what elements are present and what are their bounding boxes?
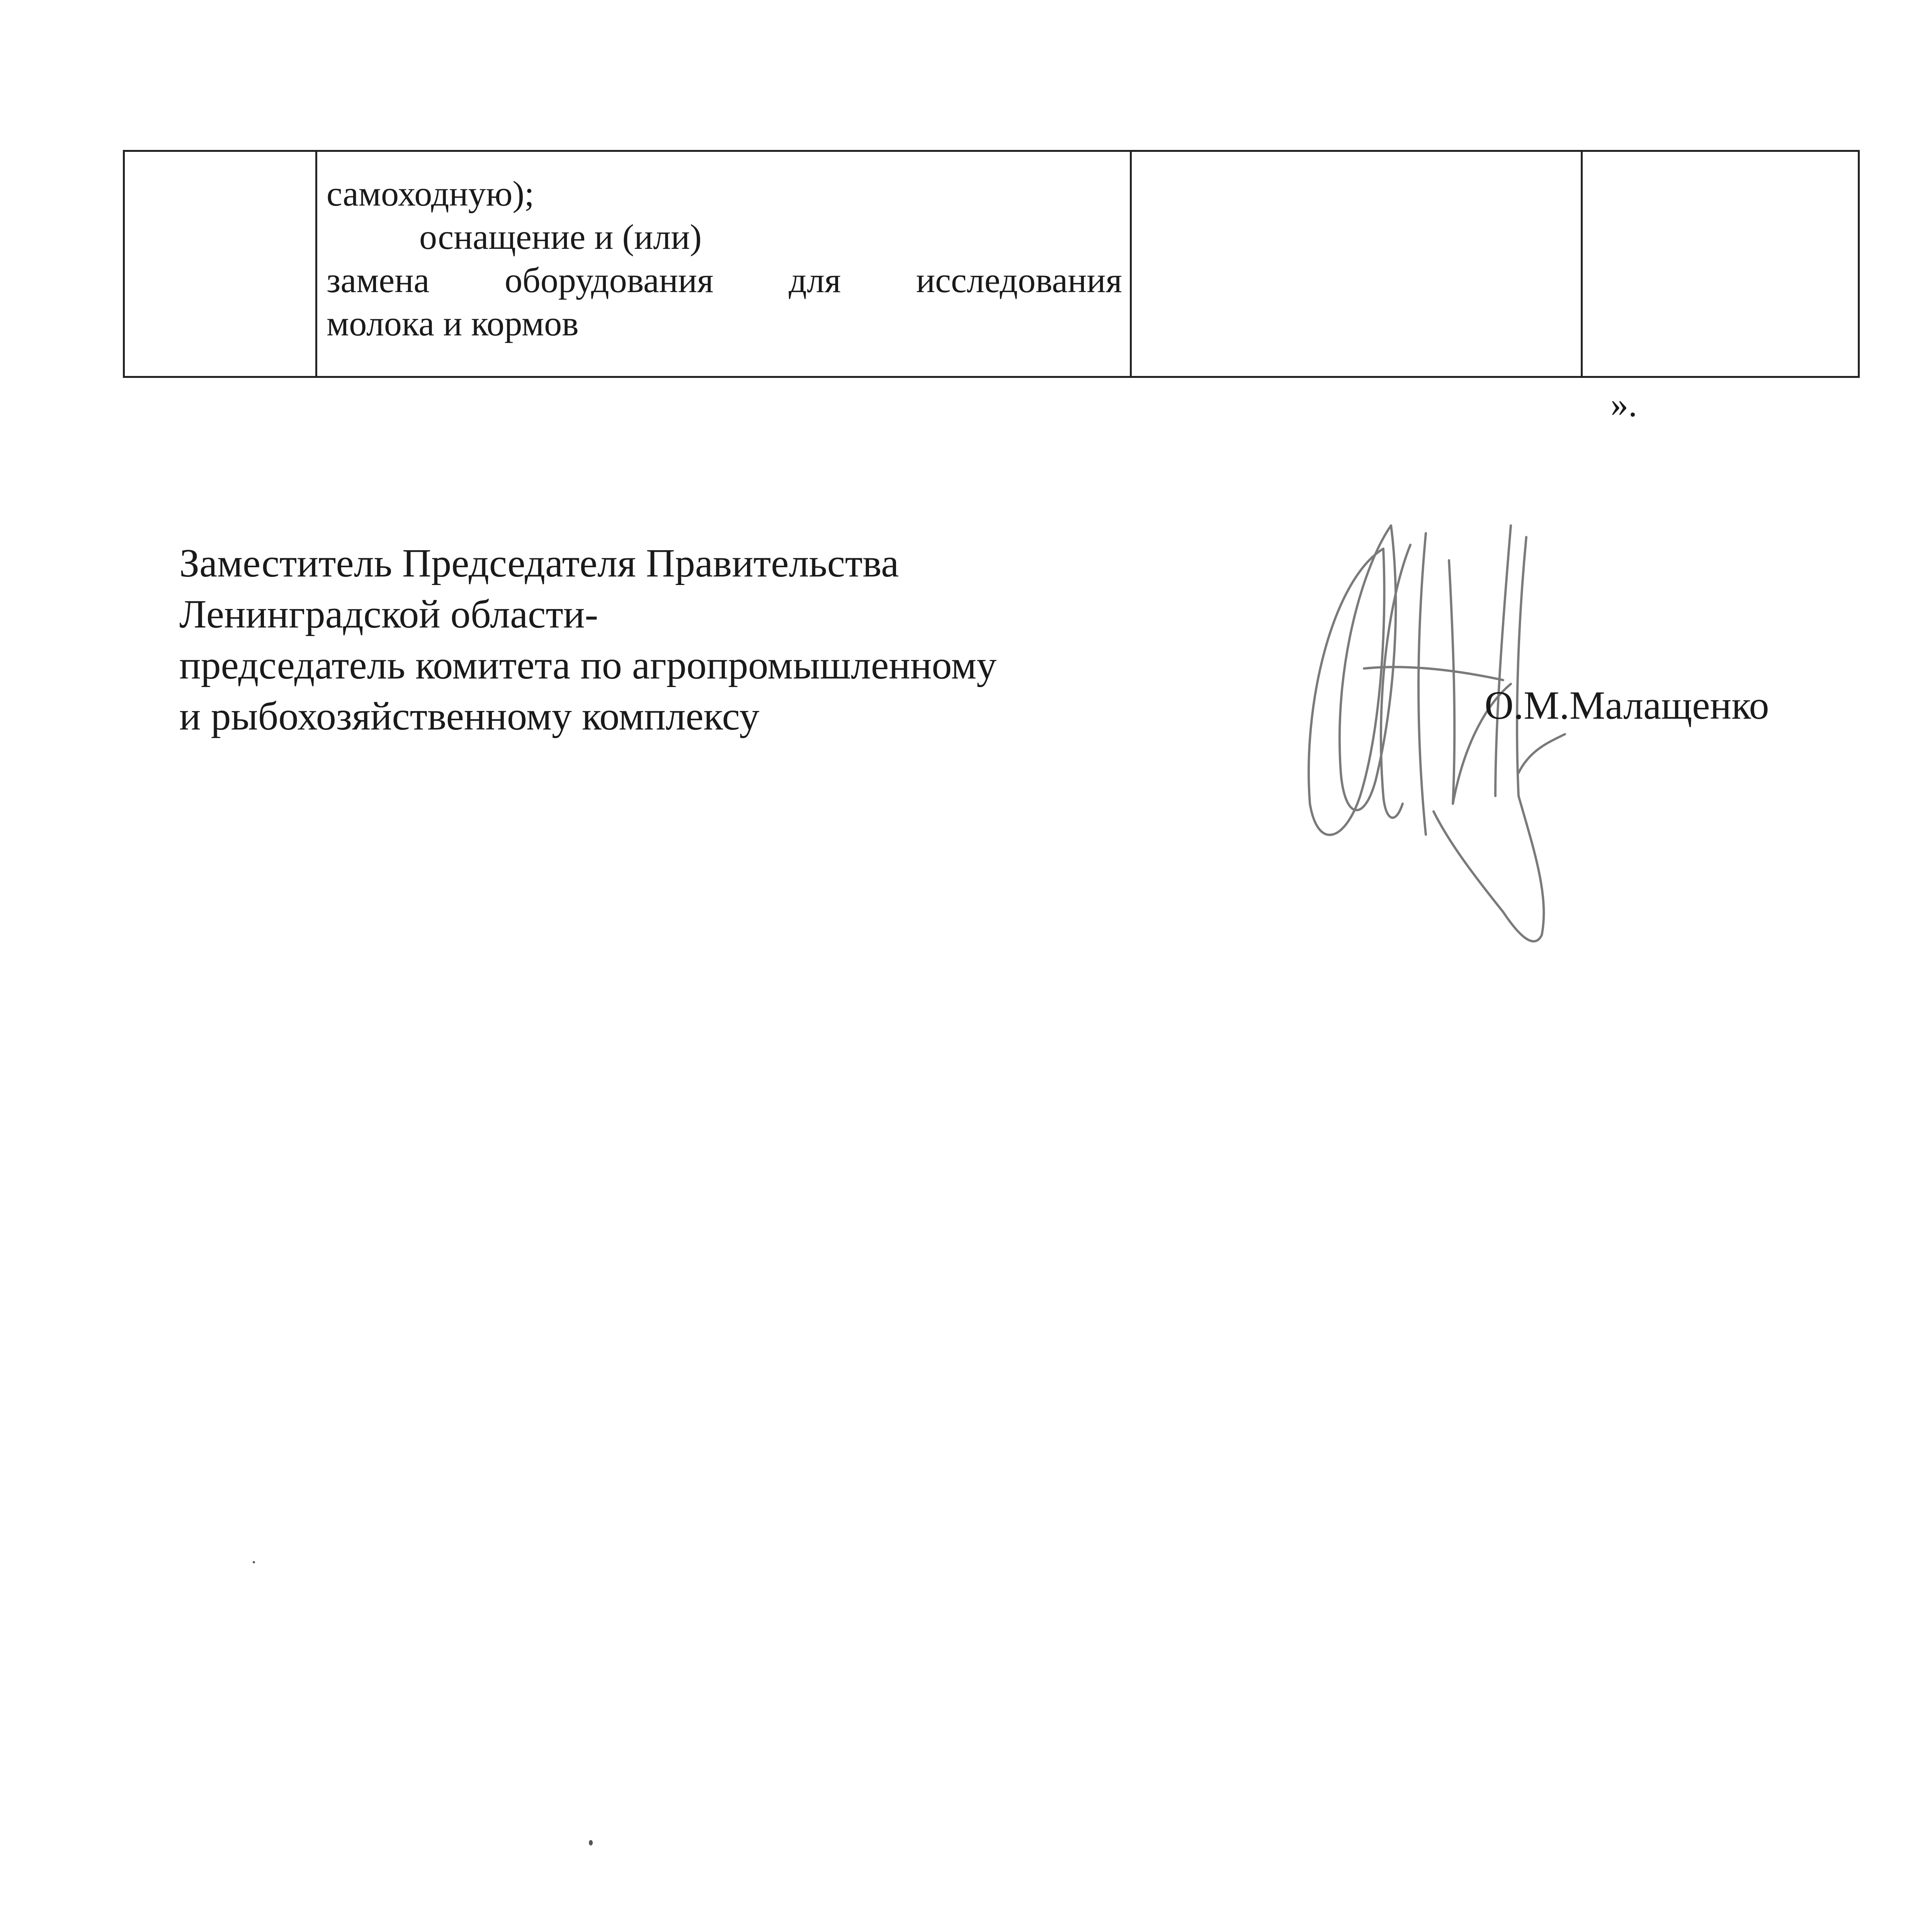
signatory-position-line: председатель комитета по агропромышленному — [179, 643, 997, 687]
scan-speck — [253, 1561, 255, 1563]
cell-line: молока и кормов — [327, 304, 579, 343]
table-cell-blank — [1131, 151, 1582, 377]
cell-line-justified — [327, 259, 1122, 302]
continuation-table — [123, 150, 1860, 378]
cell-line: оснащение и (или) — [419, 217, 702, 257]
table-row — [124, 151, 1859, 377]
signatory-position-line: и рыбохозяйственному комплексу — [179, 694, 760, 738]
cell-word: исследования — [916, 260, 1122, 300]
scan-speck — [589, 1840, 593, 1845]
cell-line: самоходную); — [327, 174, 534, 213]
cell-word: для — [789, 260, 841, 300]
cell-word: оборудования — [504, 260, 714, 300]
table-cell-blank — [1582, 151, 1859, 377]
signatory-name: О.М.Малащенко — [1485, 683, 1769, 728]
cell-word: замена — [327, 260, 430, 300]
table-cell-measures — [316, 151, 1131, 377]
table-cell-number — [124, 151, 316, 377]
signatory-position — [179, 538, 997, 742]
signatory-position-line: Ленинградской области- — [179, 592, 599, 636]
closing-quote: ». — [1611, 384, 1637, 424]
signatory-position-line: Заместитель Председателя Правительства — [179, 541, 899, 585]
